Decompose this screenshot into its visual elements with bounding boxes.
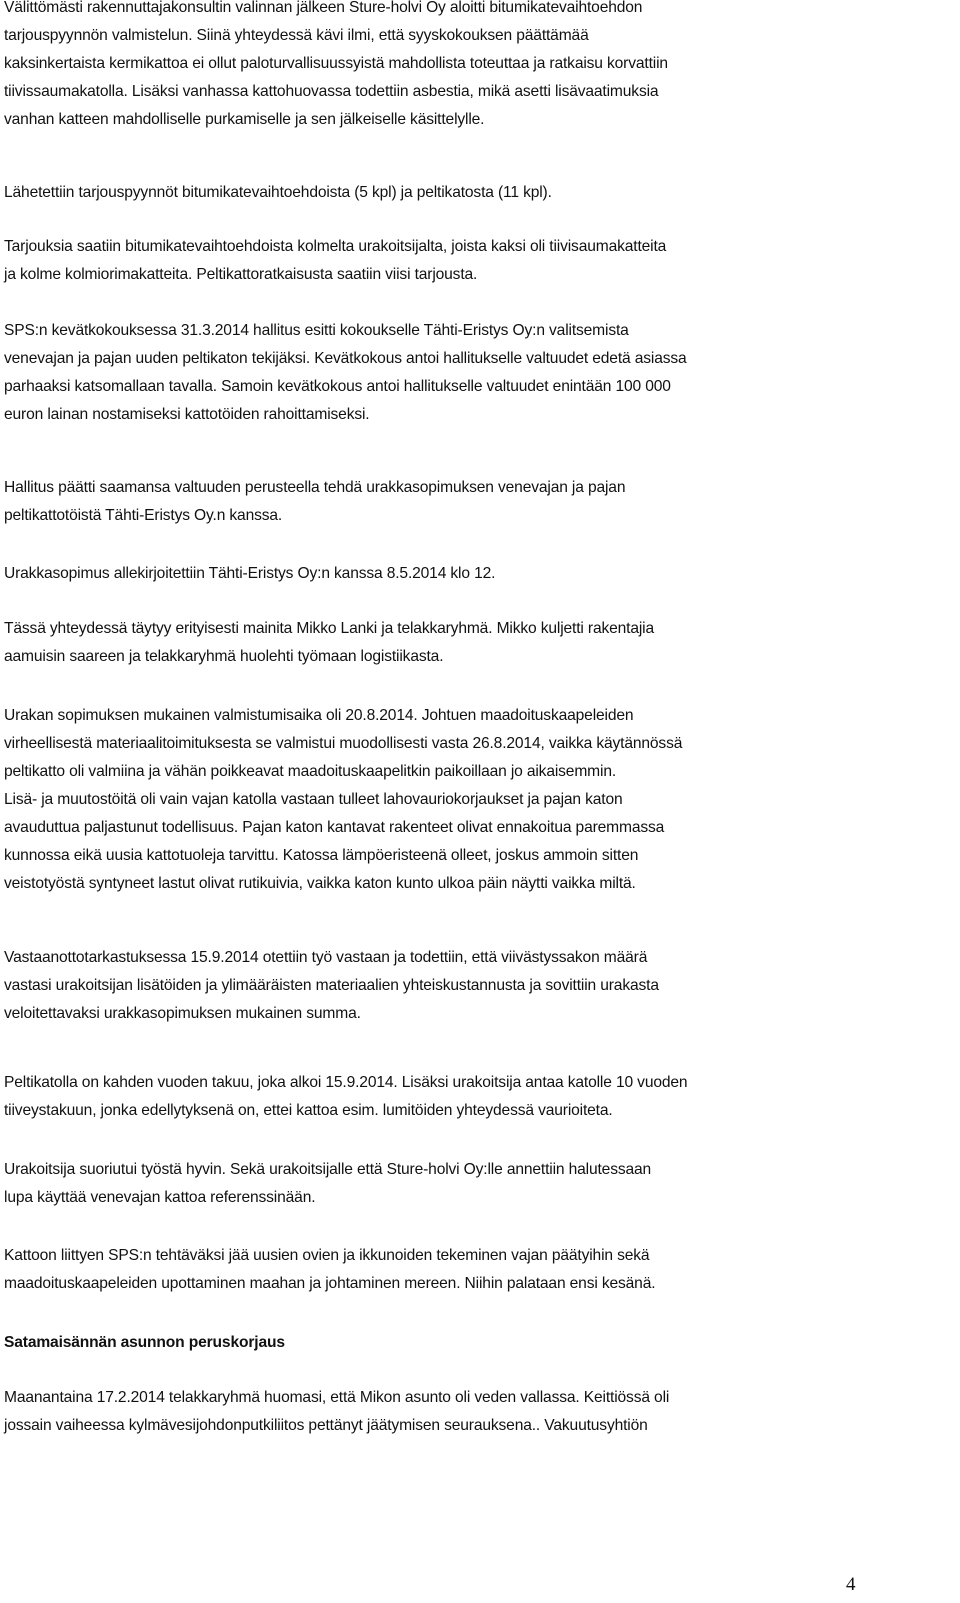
text-line: SPS:n kevätkokouksessa 31.3.2014 hallitus esitti kokoukselle Tähti-Eristys Oy:n valitsemista [4, 322, 629, 339]
text-line: kunnossa eikä uusia kattotuoleja tarvittu. Katossa lämpöeristeenä olleet, joskus ammoin sitten [4, 847, 639, 864]
section-heading [4, 1329, 285, 1357]
text-line: Hallitus päätti saamansa valtuuden perusteella tehdä urakkasopimuksen venevajan ja pajan [4, 479, 626, 496]
paragraph-board-decision [4, 474, 625, 530]
text-line: tiivissaumakatolla. Lisäksi vanhassa kattohuovassa todettiin asbestia, mikä asetti lisävaatimuksia [4, 83, 659, 100]
text-line: parhaaksi katsomallaan tavalla. Samoin kevätkokous antoi hallitukselle valtuudet enintään 100 000 [4, 378, 671, 395]
text-line: ja kolme kolmiorimakatteita. Peltikattoratkaisusta saatiin viisi tarjousta. [4, 266, 478, 283]
text-line: Urakan sopimuksen mukainen valmistumisaika oli 20.8.2014. Johtuen maadoituskaapeleiden [4, 707, 634, 724]
paragraph-contractor-performance [4, 1156, 651, 1212]
paragraph-warranty [4, 1069, 687, 1125]
paragraph-apartment-renovation [4, 1384, 669, 1440]
text-line: tiiveystakuun, jonka edellytyksenä on, ettei kattoa esim. lumitöiden yhteydessä vaurioiteta. [4, 1102, 613, 1119]
text-line: aamuisin saareen ja telakkaryhmä huolehti työmaan logistiikasta. [4, 648, 444, 665]
paragraph-acknowledgement [4, 615, 654, 671]
paragraph-tender-preparation [4, 0, 668, 134]
text-line: tarjouspyynnön valmistelun. Siinä yhteydessä kävi ilmi, että syyskokouksen päättämää [4, 27, 589, 44]
paragraph-acceptance-inspection [4, 944, 659, 1028]
paragraph-offers-received [4, 233, 666, 289]
paragraph-remaining-tasks [4, 1242, 655, 1298]
text-line: peltikatto oli valmiina ja vähän poikkeavat maadoituskaapelitkin paikoillaan jo aikaisemmin. [4, 763, 617, 780]
text-line: Kattoon liittyen SPS:n tehtäväksi jää uusien ovien ja ikkunoiden tekeminen vajan päätyihin sekä [4, 1247, 650, 1264]
text-line: Peltikatolla on kahden vuoden takuu, joka alkoi 15.9.2014. Lisäksi urakoitsija antaa katolle 10 vuoden [4, 1074, 688, 1091]
paragraph-contract-signed [4, 560, 495, 588]
text-line: maadoituskaapeleiden upottaminen maahan ja johtaminen mereen. Niihin palataan ensi kesänä. [4, 1275, 656, 1292]
paragraph-tender-requests [4, 179, 552, 207]
text-line: Vastaanottotarkastuksessa 15.9.2014 otettiin työ vastaan ja todettiin, että viivästyssakon määrä [4, 949, 648, 966]
text-line: euron lainan nostamiseksi kattotöiden rahoittamiseksi. [4, 406, 370, 423]
text-line: vanhan katteen mahdolliselle purkamiselle ja sen jälkeiselle käsittelylle. [4, 111, 485, 128]
text-line: avauduttua paljastunut todellisuus. Pajan katon kantavat rakenteet olivat ennakoitua paremmassa [4, 819, 665, 836]
text-line: Maanantaina 17.2.2014 telakkaryhmä huomasi, että Mikon asunto oli veden vallassa. Keittiössä oli [4, 1389, 670, 1406]
page-number: 4 [846, 1574, 856, 1595]
text-line: veloitettavaksi urakkasopimuksen mukainen summa. [4, 1005, 361, 1022]
text-line: venevajan ja pajan uuden peltikaton tekijäksi. Kevätkokous antoi hallitukselle valtuudet edetä asiassa [4, 350, 687, 367]
text-line: Välittömästi rakennuttajakonsultin valinnan jälkeen Sture-holvi Oy aloitti bitumikatevaihtoehdon [4, 0, 643, 16]
text-line: Lisä- ja muutostöitä oli vain vajan katolla vastaan tulleet lahovauriokorjaukset ja pajan katon [4, 791, 623, 808]
text-line: Urakoitsija suoriutui työstä hyvin. Sekä urakoitsijalle että Sture-holvi Oy:lle annettiin halutessaan [4, 1161, 652, 1178]
section-heading-text: Satamaisännän asunnon peruskorjaus [4, 1334, 285, 1351]
text-line: lupa käyttää venevajan kattoa referenssinään. [4, 1189, 316, 1206]
text-line: kaksinkertaista kermikattoa ei ollut paloturvallisuussyistä mahdollista toteuttaa ja ratkaisu korvattiin [4, 55, 668, 72]
text-line: Tässä yhteydessä täytyy erityisesti mainita Mikko Lanki ja telakkaryhmä. Mikko kuljetti rakentajia [4, 620, 655, 637]
text-line: Tarjouksia saatiin bitumikatevaihtoehdoista kolmelta urakoitsijalta, joista kaksi oli tiivisaumakatteita [4, 238, 667, 255]
paragraph-completion [4, 702, 682, 898]
text-line: Urakkasopimus allekirjoitettiin Tähti-Eristys Oy:n kanssa 8.5.2014 klo 12. [4, 565, 496, 582]
text-line: Lähetettiin tarjouspyynnöt bitumikatevaihtoehdoista (5 kpl) ja peltikatosta (11 kpl). [4, 184, 552, 201]
text-line: peltikattotöistä Tähti-Eristys Oy.n kanssa. [4, 507, 283, 524]
text-line: veistotyöstä syntyneet lastut olivat rutikuivia, vaikka katon kunto ulkoa päin näytti vaikka miltä. [4, 875, 636, 892]
text-line: vastasi urakoitsijan lisätöiden ja ylimääräisten materiaalien yhteiskustannusta ja sovittiin urakasta [4, 977, 659, 994]
text-line: virheellisestä materiaalitoimituksesta se valmistui muodollisesti vasta 26.8.2014, vaikka käytännössä [4, 735, 683, 752]
text-line: jossain vaiheessa kylmävesijohdonputkiliitos pettänyt jäätymisen seurauksena.. Vakuutusyhtiön [4, 1417, 648, 1434]
paragraph-spring-meeting [4, 317, 687, 429]
